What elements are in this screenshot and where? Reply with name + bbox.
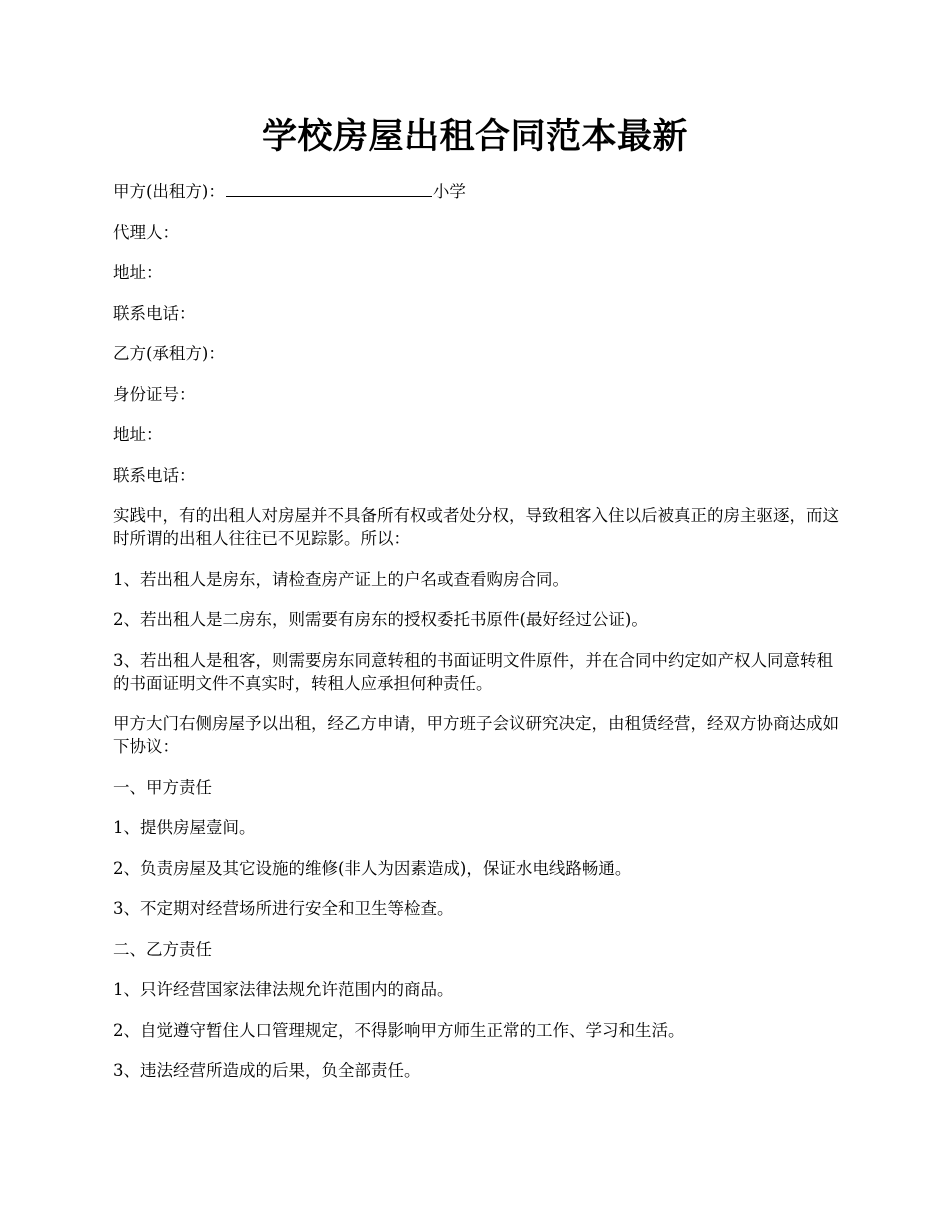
party-a-address-line: 地址： (113, 263, 163, 282)
document-body (113, 178, 843, 1100)
party-b-phone-line: 联系电话： (113, 465, 196, 485)
fill-in-blank (226, 178, 432, 197)
document-title: 学校房屋出租合同范本最新 (261, 116, 688, 157)
section-heading-party-b: 二、乙方责任 (113, 939, 212, 959)
party-a-suffix: 小学 (432, 182, 466, 201)
party-b-duty-3: 3、违法经营所造成的后果，负全部责任。 (113, 1061, 421, 1080)
section-heading-party-a: 一、甲方责任 (113, 777, 212, 797)
id-number-line: 身份证号： (113, 384, 196, 404)
party-a-line (113, 178, 843, 203)
tip-landlord: 1、若出租人是房东，请检查房产证上的户名或查看购房合同。 (113, 569, 569, 589)
intro-paragraph: 实践中，有的出租人对房屋并不具备所有权或者处分权，导致租客入住以后被真正的房主驱逐，而这时所谓的出租人往往已不见踪影。所以： (113, 506, 839, 548)
tip-sublandlord: 2、若出租人是二房东，则需要有房东的授权委托书原件(最好经过公证)。 (113, 610, 648, 629)
party-b-duty-1: 1、只许经营国家法律法规允许范围内的商品。 (113, 980, 454, 999)
party-b-line: 乙方(承租方)： (113, 344, 225, 363)
party-a-duty-2: 2、负责房屋及其它设施的维修(非人为因素造成)，保证水电线路畅通。 (113, 858, 632, 878)
agreement-intro: 甲方大门右侧房屋予以出租，经乙方申请，甲方班子会议研究决定，由租赁经营，经双方协商达成如下协议： (113, 714, 839, 756)
party-a-duty-3: 3、不定期对经营场所进行安全和卫生等检查。 (113, 899, 454, 918)
party-b-duty-2: 2、自觉遵守暂住人口管理规定，不得影响甲方师生正常的工作、学习和生活。 (113, 1020, 685, 1040)
party-a-duty-1: 1、提供房屋壹间。 (113, 818, 256, 837)
party-b-address-line: 地址： (113, 425, 163, 444)
party-a-label: 甲方(出租方)： (113, 182, 225, 201)
party-a-phone-line: 联系电话： (113, 303, 196, 323)
tip-tenant: 3、若出租人是租客，则需要房东同意转租的书面证明文件原件，并在合同中约定如产权人同意转租的书面证明文件不真实时，转租人应承担何种责任。 (113, 650, 833, 693)
agent-line: 代理人： (113, 222, 179, 242)
